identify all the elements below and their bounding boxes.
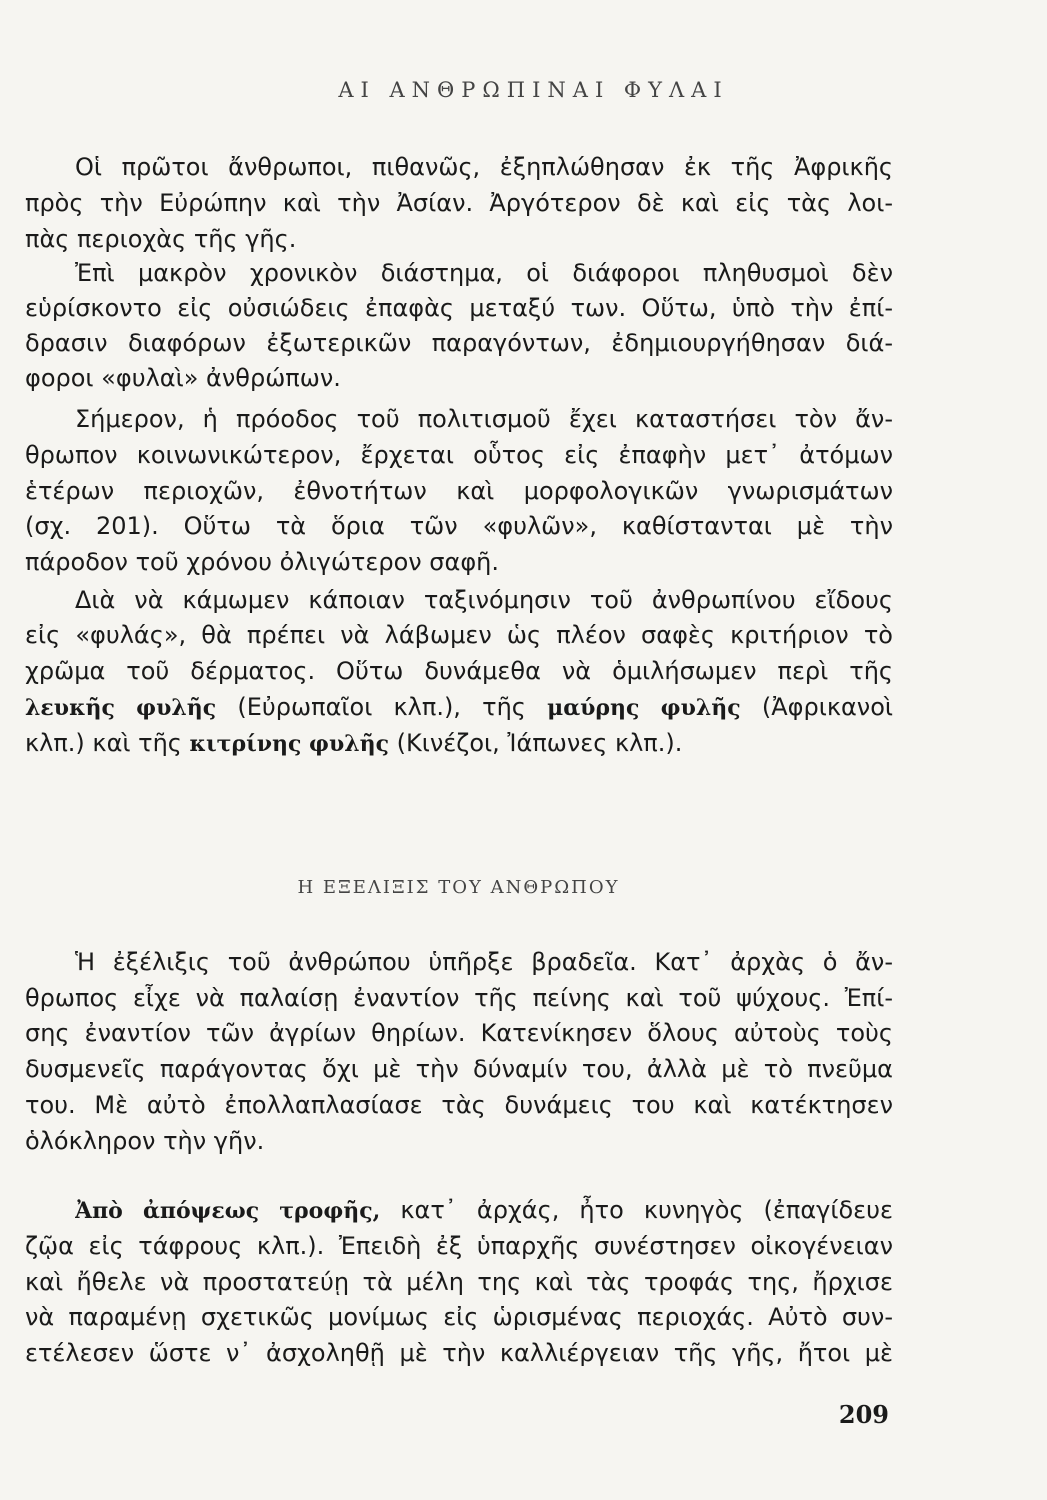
page-number: 209	[838, 1400, 889, 1429]
white-race-term: λευκῆς φυλῆς	[25, 695, 217, 721]
section-heading-human-evolution: Η ΕΞΕΛΙΞΙΣ ΤΟΥ ΑΝΘΡΩΠΟΥ	[297, 877, 620, 898]
text-line: Οἱ πρῶτοι ἄνθρωποι, πιθανῶς, ἐξηπλώθησαν ἐκ τῆς Ἀφρικῆς	[75, 153, 893, 181]
text-line: νὰ παραμένῃ σχετικῶς μονίμως εἰς ὡρισμένας περιοχάς. Αὐτὸ συν-	[25, 1303, 893, 1331]
text-line: (σχ. 201). Οὕτω τὰ ὅρια τῶν «φυλῶν», καθίστανται μὲ τὴν	[25, 512, 893, 540]
yellow-race-term: κιτρίνης φυλῆς	[189, 731, 390, 757]
text-line: δρασιν διαφόρων ἐξωτερικῶν παραγόντων, ἐδημιουργήθησαν διά-	[25, 329, 893, 357]
text-line: Διὰ νὰ κάμωμεν κάποιαν ταξινόμησιν τοῦ ἀνθρωπίνου εἴδους	[75, 586, 893, 614]
text-line: λευκῆς φυλῆς (Εὐρωπαῖοι κλπ.), τῆς μαύρης φυλῆς (Ἀφρικανοὶ	[25, 693, 893, 721]
text-line: Ἀπὸ ἀπόψεως τροφῆς, κατ᾽ ἀρχάς, ἦτο κυνηγὸς (ἐπαγίδευε	[75, 1196, 893, 1224]
text-line: χρῶμα τοῦ δέρματος. Οὕτω δυνάμεθα νὰ ὁμιλήσωμεν περὶ τῆς	[25, 657, 893, 685]
text-line: ἑτέρων περιοχῶν, ἐθνοτήτων καὶ μορφολογικῶν γνωρισμάτων	[25, 477, 893, 505]
nutrition-term: Ἀπὸ ἀπόψεως τροφῆς,	[75, 1198, 381, 1224]
text-line: εὑρίσκοντο εἰς οὐσιώδεις ἐπαφὰς μεταξύ των. Οὕτω, ὑπὸ τὴν ἐπί-	[25, 294, 893, 322]
text-line: πὰς περιοχὰς τῆς γῆς.	[25, 225, 297, 253]
text-line: εἰς «φυλάς», θὰ πρέπει νὰ λάβωμεν ὡς πλέον σαφὲς κριτήριον τὸ	[25, 621, 893, 649]
text-line: φοροι «φυλαὶ» ἀνθρώπων.	[25, 364, 341, 392]
text-line: δυσμενεῖς παράγοντας ὄχι μὲ τὴν δύναμίν του, ἀλλὰ μὲ τὸ πνεῦμα	[25, 1055, 893, 1083]
text-line: πρὸς τὴν Εὐρώπην καὶ τὴν Ἀσίαν. Ἀργότερον δὲ καὶ εἰς τὰς λοι-	[25, 189, 893, 217]
text-line: ζῷα εἰς τάφρους κλπ.). Ἐπειδὴ ἐξ ὑπαρχῆς συνέστησεν οἰκογένειαν	[25, 1232, 893, 1260]
text-line: Ἐπὶ μακρὸν χρονικὸν διάστημα, οἱ διάφοροι πληθυσμοὶ δὲν	[75, 259, 893, 287]
text-line: πάροδον τοῦ χρόνου ὀλιγώτερον σαφῆ.	[25, 548, 500, 576]
section-heading-human-races: ΑΙ ΑΝΘΡΩΠΙΝΑΙ ΦΥΛΑΙ	[338, 78, 729, 102]
text-line: ὁλόκληρον τὴν γῆν.	[25, 1127, 265, 1155]
text-line: θρωπον κοινωνικώτερον, ἔρχεται οὗτος εἰς ἐπαφὴν μετ᾽ ἀτόμων	[25, 441, 893, 469]
text-line: θρωπος εἶχε νὰ παλαίσῃ ἐναντίον τῆς πείνης καὶ τοῦ ψύχους. Ἐπί-	[25, 984, 893, 1012]
text-line: σης ἐναντίον τῶν ἀγρίων θηρίων. Κατενίκησεν ὅλους αὐτοὺς τοὺς	[25, 1019, 893, 1047]
text-line: ετέλεσεν ὥστε ν᾽ ἀσχοληθῇ μὲ τὴν καλλιέργειαν τῆς γῆς, ἤτοι μὲ	[25, 1339, 893, 1367]
text-line: κλπ.) καὶ τῆς κιτρίνης φυλῆς (Κινέζοι, Ἰάπωνες κλπ.).	[25, 729, 683, 757]
black-race-term: μαύρης φυλῆς	[547, 695, 741, 721]
text-line: Σήμερον, ἡ πρόοδος τοῦ πολιτισμοῦ ἔχει καταστήσει τὸν ἄν-	[75, 405, 893, 433]
text-line: του. Μὲ αὐτὸ ἐπολλαπλασίασε τὰς δυνάμεις του καὶ κατέκτησεν	[25, 1091, 893, 1119]
text-line: Ἡ ἐξέλιξις τοῦ ἀνθρώπου ὑπῆρξε βραδεῖα. Κατ᾽ ἀρχὰς ὁ ἄν-	[75, 948, 893, 976]
text-line: καὶ ἤθελε νὰ προστατεύῃ τὰ μέλη της καὶ τὰς τροφάς της, ἤρχισε	[25, 1268, 893, 1296]
